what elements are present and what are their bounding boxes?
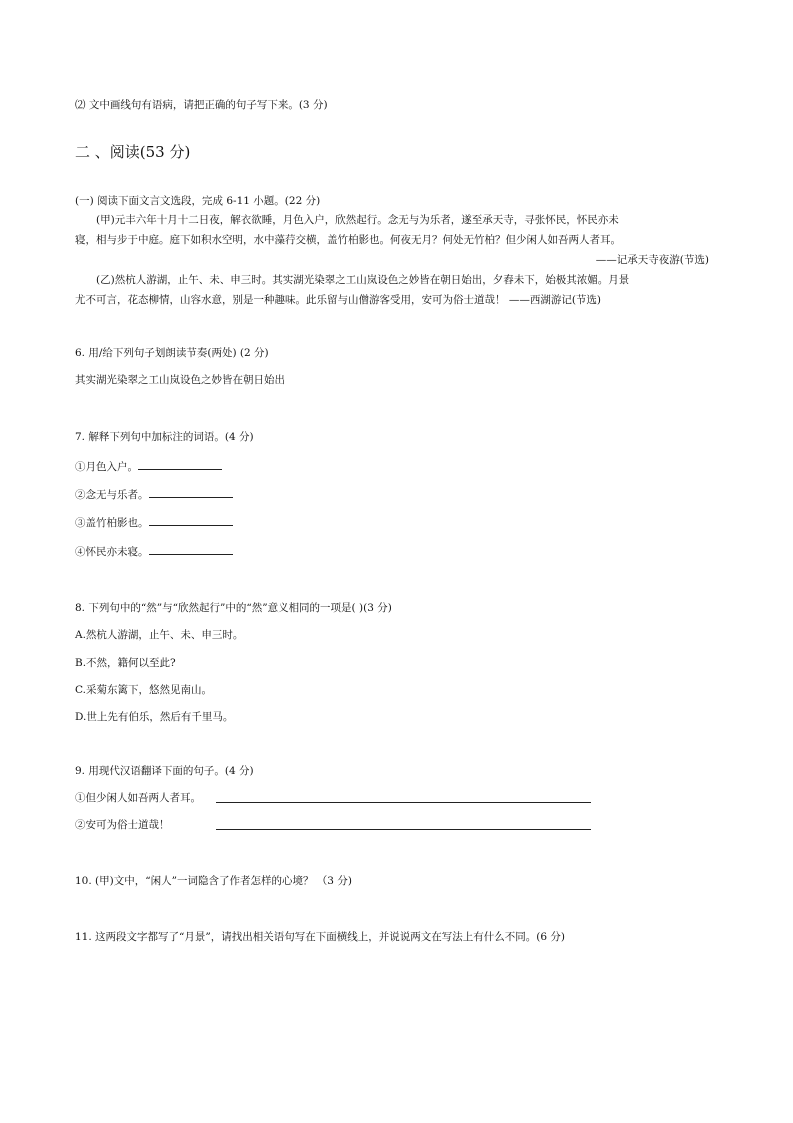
answer-blank[interactable]: [216, 818, 591, 830]
passage-yi-line-1: (乙)然杭人游湖，止午、未、申三时。其实湖光染翠之工山岚设色之妙皆在朝日始出，夕舂未下，始极其浓媚。月景: [96, 274, 630, 286]
section-title: 二 、阅读(53 分): [75, 143, 191, 161]
q8-option-c[interactable]: C.采菊东篱下，悠然见南山。: [75, 684, 212, 696]
q7-item-text: ④怀民亦未寝。: [75, 546, 149, 558]
q8-option-d[interactable]: D.世上先有伯乐，然后有千里马。: [75, 711, 234, 723]
passage-jia-line-2: 寝，相与步于中庭。庭下如积水空明，水中藻荇交横，盖竹柏影也。何夜无月？何处无竹柏？但少闲人如吾两人者耳。: [75, 234, 621, 246]
previous-question-2: ⑵ 文中画线句有语病，请把正确的句子写下来。(3 分): [75, 99, 328, 111]
q7-item-text: ③盖竹柏影也。: [75, 517, 149, 529]
q11-prompt: 11. 这两段文字都写了“月景”，请找出相关语句写在下面横线上，并说说两文在写法上有什么不同。(6 分): [75, 931, 565, 943]
q7-item-2: [75, 486, 233, 502]
q8-option-b[interactable]: B.不然，籍何以至此?: [75, 657, 176, 669]
answer-blank[interactable]: [138, 458, 222, 470]
q6-prompt: 6. 用/给下列句子划朗读节奏(两处) (2 分): [75, 347, 269, 359]
q10-prompt: 10. (甲)文中，“闲人”一词隐含了作者怎样的心境？ （3 分): [75, 875, 352, 887]
answer-blank[interactable]: [149, 514, 233, 526]
q9-item-text: ①但少闲人如吾两人者耳。: [75, 792, 201, 804]
answer-blank[interactable]: [149, 486, 233, 498]
q9-item-1: [75, 791, 201, 805]
q6-sentence: 其实湖光染翠之工山岚设色之妙皆在朝日始出: [75, 374, 285, 386]
q9-item-2: [75, 818, 170, 832]
passage-jia-source: ——记承天寺夜游(节选): [595, 254, 709, 266]
passage-yi-line-2: 尤不可言，花态柳情，山容水意，别是一种趣味。此乐留与山僧游客受用，安可为俗士道哉！ ——西湖游记(节选): [75, 294, 602, 306]
q9-item-text: ②安可为俗士道哉！: [75, 819, 170, 831]
answer-blank[interactable]: [149, 543, 233, 555]
q7-item-3: [75, 514, 233, 530]
q9-prompt: 9. 用现代汉语翻译下面的句子。(4 分): [75, 765, 254, 777]
q7-prompt: 7. 解释下列句中加标注的词语。(4 分): [75, 431, 254, 443]
q8-prompt: 8. 下列句中的“然”与“欣然起行”中的“然”意义相同的一项是( )(3 分): [75, 602, 392, 614]
passage-jia-line-1: (甲)元丰六年十月十二日夜，解衣欲睡，月色入户，欣然起行。念无与为乐者，遂至承天寺，寻张怀民，怀民亦未: [96, 214, 619, 226]
part1-heading: (一) 阅读下面文言文选段，完成 6-11 小题。(22 分): [75, 195, 321, 207]
q7-item-text: ②念无与乐者。: [75, 489, 149, 501]
q7-item-text: ①月色入户。: [75, 461, 138, 473]
q7-item-4: [75, 543, 233, 559]
q7-item-1: [75, 458, 222, 474]
answer-blank[interactable]: [216, 791, 591, 803]
q8-option-a[interactable]: A.然杭人游湖，止午、未、申三时。: [75, 629, 244, 641]
